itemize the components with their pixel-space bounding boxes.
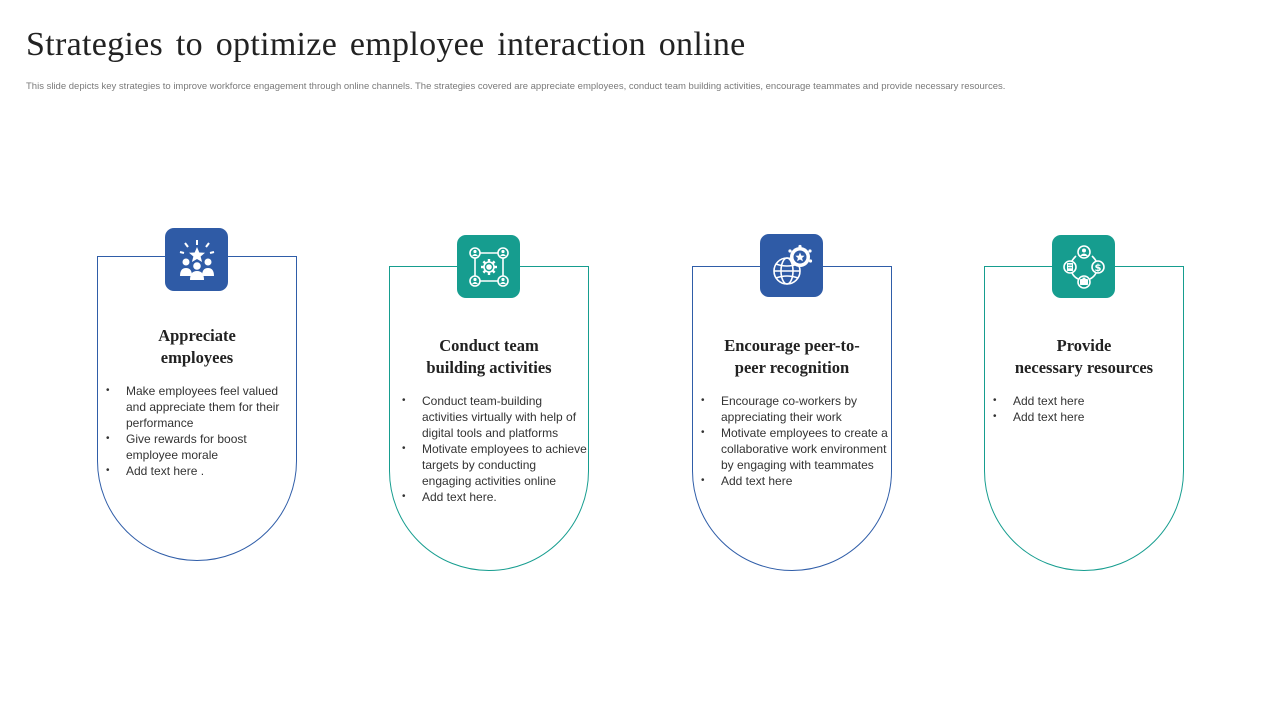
- card-title-line: Conduct team: [439, 336, 539, 355]
- bullet-item: • Encourage co-workers by appreciating their work: [719, 393, 889, 425]
- strategy-card-resources: [984, 266, 1184, 571]
- globe-award-icon: [760, 234, 823, 297]
- bullet-item: • Add text here .: [124, 463, 294, 479]
- bullet-list: [420, 393, 588, 505]
- card-title-line: Encourage peer-to-: [724, 336, 860, 355]
- bullet-item: • Add text here: [719, 473, 889, 489]
- bullet-item: • Conduct team-building activities virtually with help of digital tools and platforms: [420, 393, 588, 441]
- bullet-list: [719, 393, 889, 489]
- bullet-list: [1011, 393, 1181, 425]
- card-title: [98, 325, 296, 369]
- card-title: [693, 335, 891, 379]
- card-title: [985, 335, 1183, 379]
- card-title: [390, 335, 588, 379]
- slide-title: Strategies to optimize employee interaction online: [26, 26, 746, 63]
- employee-star-icon: [165, 228, 228, 291]
- bullet-item: • Motivate employees to create a collaborative work environment by engaging with teammates: [719, 425, 889, 473]
- strategy-card-appreciate: [97, 256, 297, 561]
- bullet-item: • Add text here: [1011, 409, 1181, 425]
- team-network-gear-icon: [457, 235, 520, 298]
- resources-cycle-icon: [1052, 235, 1115, 298]
- card-title-line: Provide: [1056, 336, 1112, 355]
- card-title-line: peer recognition: [734, 358, 850, 377]
- bullet-item: • Make employees feel valued and appreciate them for their performance: [124, 383, 294, 431]
- card-title-line: employees: [160, 348, 234, 367]
- card-title-line: necessary resources: [1014, 358, 1154, 377]
- card-title-line: building activities: [426, 358, 552, 377]
- slide-subtitle: This slide depicts key strategies to improve workforce engagement through online channels. The strategies covered are appreciate employees, conduct team building activities, encourage teammates and provide necessary resources.: [26, 81, 1006, 92]
- bullet-item: • Add text here: [1011, 393, 1181, 409]
- bullet-item: • Add text here.: [420, 489, 588, 505]
- strategy-card-team-building: [389, 266, 589, 571]
- bullet-item: • Motivate employees to achieve targets by conducting engaging activities online: [420, 441, 588, 489]
- svg-text:$: $: [1094, 262, 1101, 274]
- strategy-card-peer-recognition: [692, 266, 892, 571]
- bullet-list: [124, 383, 294, 479]
- card-title-line: Appreciate: [158, 326, 236, 345]
- bullet-item: • Give rewards for boost employee morale: [124, 431, 294, 463]
